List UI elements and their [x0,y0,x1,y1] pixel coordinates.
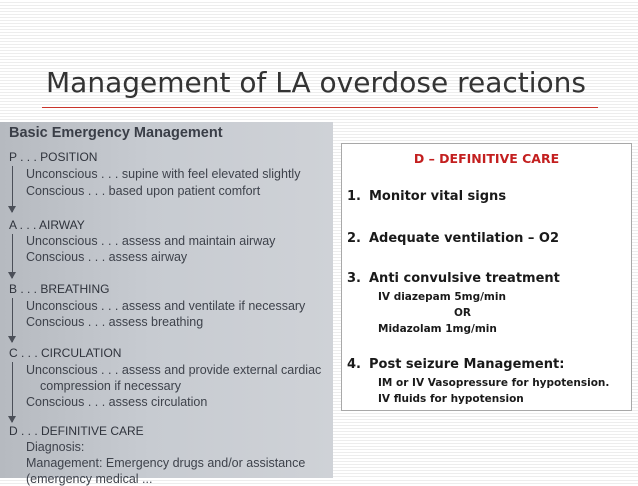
scan-heading: Basic Emergency Management [9,125,223,141]
scan-line: D . . . DEFINITIVE CARE [9,424,144,438]
item-text: Adequate ventilation – O2 [369,231,560,246]
scan-line: Conscious . . . assess circulation [26,395,208,409]
title-divider [42,107,598,108]
care-subitem: Midazolam 1mg/min [378,323,497,335]
item-number: 1. [347,189,361,204]
care-subitem-or: OR [454,307,472,319]
item-text: Monitor vital signs [369,189,507,204]
scanned-textbook-image [0,122,333,486]
flow-arrow-icon [12,166,13,212]
scan-line: (emergency medical ... [26,472,153,486]
scan-line: A . . . AIRWAY [9,218,85,232]
scan-line: Conscious . . . based upon patient comfort [26,184,261,198]
slide-title: Management of LA overdose reactions [46,66,586,99]
item-number: 3. [347,271,361,286]
scan-line: Management: Emergency drugs and/or assistance [26,456,306,470]
scan-line: B . . . BREATHING [9,282,110,296]
scan-line: Conscious . . . assess breathing [26,315,204,329]
care-item-4 [347,357,564,372]
care-item-3 [347,271,560,286]
flow-arrow-icon [12,234,13,278]
scan-line: Unconscious . . . assess and ventilate if necessary [26,299,306,313]
care-title: D – DEFINITIVE CARE [413,151,560,166]
flow-arrow-icon [12,362,13,422]
scan-line: Diagnosis: [26,440,85,454]
item-text: Anti convulsive treatment [369,271,560,286]
scan-line: compression if necessary [40,379,182,393]
scan-line: Unconscious . . . assess and maintain airway [26,234,276,248]
scan-line: C . . . CIRCULATION [9,346,122,360]
definitive-care-box [341,143,632,411]
care-item-1 [347,189,506,204]
scan-line: Unconscious . . . assess and provide external cardiac [26,363,322,377]
item-number: 2. [347,231,361,246]
item-number: 4. [347,357,361,372]
scan-line: P . . . POSITION [9,150,98,164]
care-item-2 [347,231,559,246]
care-subitem: IV fluids for hypotension [378,393,524,405]
flow-arrow-icon [12,298,13,342]
item-text: Post seizure Management: [369,357,565,372]
scan-line: Conscious . . . assess airway [26,250,188,264]
care-subitem: IV diazepam 5mg/min [378,291,506,303]
scan-line: Unconscious . . . supine with feel elevated slightly [26,167,301,181]
care-subitem: IM or IV Vasopressure for hypotension. [378,377,610,389]
